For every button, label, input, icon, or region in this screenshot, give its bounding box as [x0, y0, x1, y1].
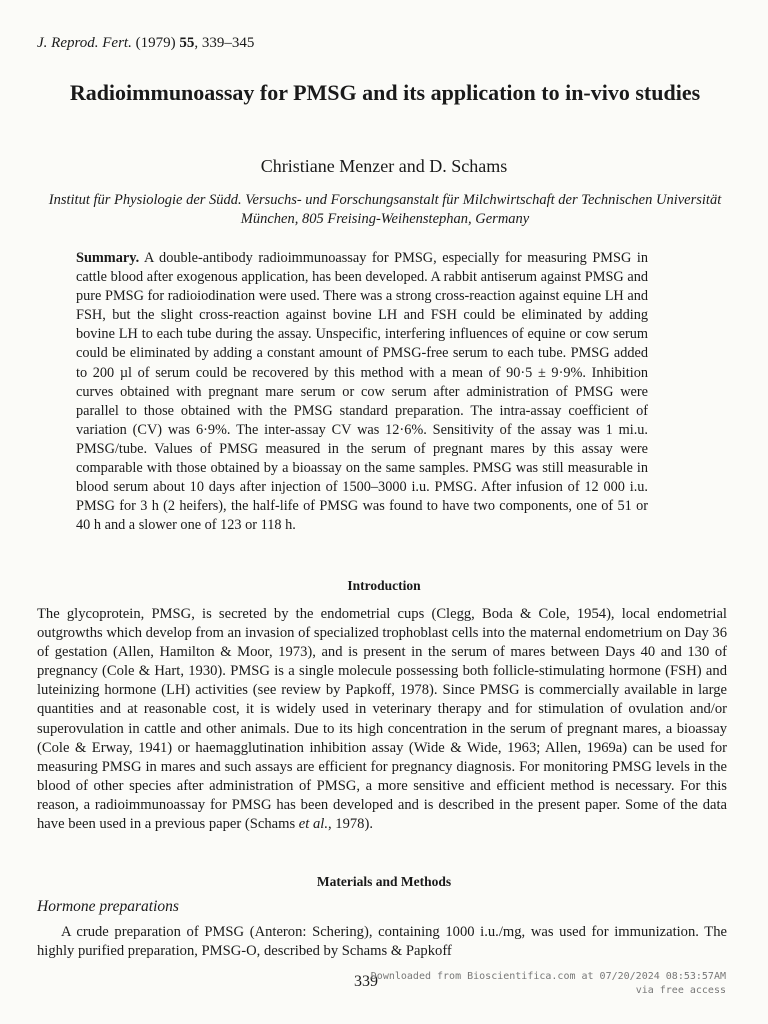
journal-volume: 55	[179, 35, 195, 51]
introduction-heading: Introduction	[347, 578, 421, 593]
article-authors: Christiane Menzer and D. Schams	[260, 156, 508, 176]
introduction-text: The glycoprotein, PMSG, is secreted by the endometrial cups (Clegg, Boda & Cole, 1954), local endometrial outgrowths which develop from an invasion of specialized trophoblast cells into the maternal endometrium on Day 36 of gestation (Allen, Hamilton & Moor, 1973), and is present in the serum of mares between Days 40 and 130 of pregnancy (Cole & Hart, 1930). PMSG is a single molecule possessing both follicle-stimulating hormone (FSH) and luteinizing hormone (LH) activities (see review by Papkoff, 1978). Since PMSG is commercially available in large quantities and at reasonable cost, it is widely used in veterinary therapy and for stimulation of ovulation and/or superovulation in cattle and other animals. Due to its high concentration in the serum of pregnant mares, a bioassay (Cole & Erway, 1941) or haemagglutination inhibition assay (Wide & Wide, 1963; Allen, 1969a) can be used for measuring PMSG in mares and such assays are efficient for pregnancy diagnosis. For monitoring PMSG levels in the blood of other species after administration of PMSG, a more sensitive and efficient method is necessary. For this reason, a radioimmunoassay for PMSG has been developed and is described in the present paper. Some of the data have been used in a previous paper (Schams	[37, 606, 727, 833]
summary-label: Summary.	[76, 250, 140, 266]
introduction-etal: et al.	[298, 816, 328, 833]
page-number: 339	[354, 973, 378, 990]
methods-paragraph: A crude preparation of PMSG (Anteron: Schering), containing 1000 i.u./mg, was used for immunization. The highly purified preparation, PMSG-O, described by Schams & Papkoff	[37, 924, 727, 960]
journal-abbrev: J. Reprod. Fert.	[37, 35, 132, 51]
download-notice-line2: via free access	[635, 985, 726, 996]
hormone-preparations-subheading: Hormone preparations	[37, 898, 179, 915]
article-affiliation: Institut für Physiologie der Südd. Versuchs- und Forschungsanstalt für Milchwirtschaft der Technischen Universität München, 805 Freising-Weihenstephan, Germany	[48, 192, 722, 227]
download-notice-line1: Downloaded from Bioscientifica.com at 07/20/2024 08:53:57AM	[370, 971, 726, 982]
journal-year: (1979)	[135, 35, 176, 51]
summary-paragraph	[76, 249, 648, 535]
summary-text: A double-antibody radioimmunoassay for PMSG, especially for measuring PMSG in cattle blood after exogenous application, has been developed. A rabbit antiserum against PMSG and pure PMSG for radioiodination were used. There was a strong cross-reaction against equine LH and FSH, but the slight cross-reaction against bovine LH and FSH could be eliminated by adding bovine LH to each tube during the assay. Unspecific, interfering influences of equine or cow serum could be eliminated by adding a constant amount of PMSG-free serum to each tube. PMSG added to 200 µl of serum could be recovered by this method with a mean of 90·5 ± 9·9%. Inhibition curves obtained with pregnant mare serum or cow serum after administration of PMSG were parallel to those obtained with the PMSG standard preparation. The intra-assay coefficient of variation (CV) was 6·9%. The inter-assay CV was 12·6%. Sensitivity of the assay was 1 mi.u. PMSG/tube. Values of PMSG measured in the serum of pregnant mares by this assay were comparable with those obtained by a bioassay on the same samples. PMSG was still measurable in blood serum about 10 days after injection of 1500–3000 i.u. PMSG. After infusion of 12 000 i.u. PMSG for 3 h (2 heifers), the half-life of PMSG was found to have two components, one of 51 or 40 h and a slower one of 123 or 118 h.	[76, 250, 648, 534]
journal-pages: , 339–345	[194, 35, 255, 51]
download-notice	[326, 970, 726, 998]
article-title: Radioimmunoassay for PMSG and its application to in-vivo studies	[69, 80, 701, 105]
introduction-text-end: , 1978).	[327, 816, 373, 833]
introduction-paragraph	[37, 605, 727, 834]
methods-heading: Materials and Methods	[316, 874, 452, 889]
journal-reference	[37, 35, 254, 52]
